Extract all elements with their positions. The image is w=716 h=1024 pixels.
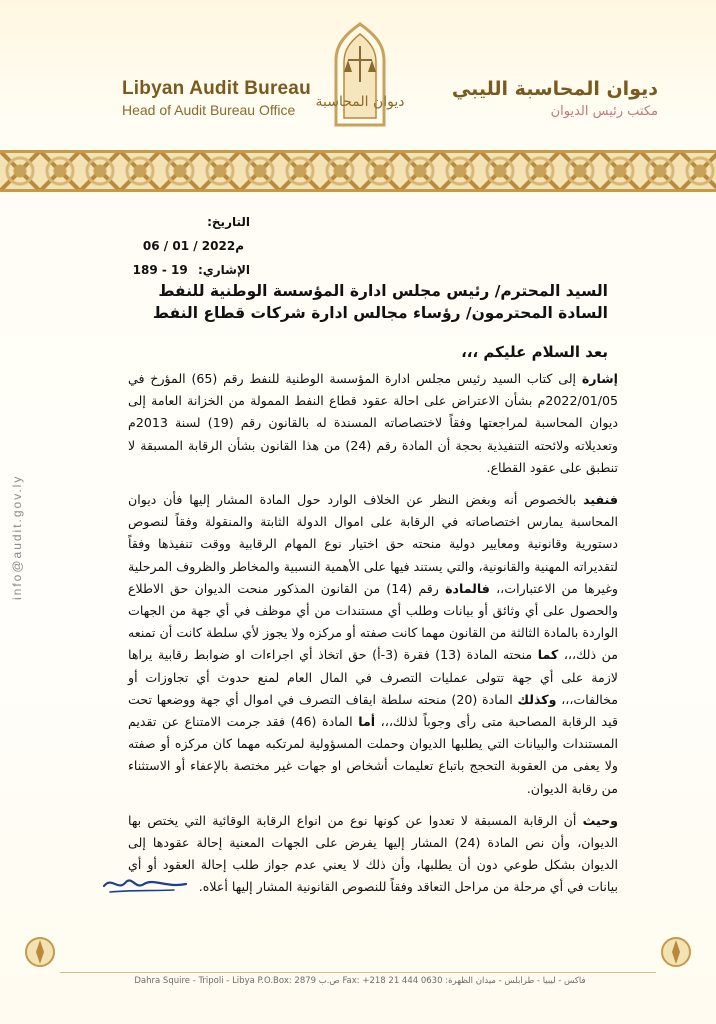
paragraph-2-bold-4: أما [358,714,376,730]
arabic-header [448,78,658,119]
paragraph-1 [128,368,618,479]
paragraph-2-text-4: المادة (20) منحته سلطة ايقاف التصرف في اموال أي جهة ووضعها تحت قيد الرقابة المصاحبة متى رأى وجوباً لذلك،،، [128,691,618,730]
paragraph-1-lead: إشارة [581,371,618,386]
footer-address: Dahra Squire - Tripoli - Libya P.O.Box: 2879 ص.ب Fax: +218 21 444 0630 :فاكس - ليبيا - طرابلس - ميدان الظهرة [134,976,586,986]
letter-meta [100,210,250,282]
paragraph-2-bold-2: كما [537,647,559,663]
recipients [88,280,608,324]
greeting: بعد السلام عليكم ،،، [461,343,608,361]
footer-ornament-left [20,932,60,972]
paragraph-3-text: أن الرقابة المسبقة لا تعدوا عن كونها نوع من انواع الرقابة الوقائية التي يختص بها الديوان، وأن نص المادة (24) المشار إليها يفرض على الجهات المعنية إحالة عقودها إلى الديوان بشكل طوعي دون أن يطلبها، وأن ذلك لا يعني عدم جواز طلب إحالة العقود أو أي بيانات في أي مرحلة من مراحل التعاقد وفقاً للنصوص القانونية المشار إليها أعلاه. [128,812,618,895]
logo-lettering: ديوان المحاسبة [316,94,404,110]
paragraph-2-text-2: رقم (14) من القانون المذكور منحت الديوان حق الاطلاع والحصول على أي وثائق أو بيانات وطلب أي مستندات من أي موظف في أي جهة من الجهات الواردة بالمادة الثالثة من القانون مهما كانت صفته أو مركزه ولا يجوز لأي سلطة كانت أن تمنعه من ذلك،،، [128,580,619,663]
paragraph-3 [128,810,618,899]
paragraph-3-lead: وحيث [582,812,618,828]
side-email: info@audit.gov.ly [10,474,24,600]
paragraph-2-lead: فنفيد [583,492,618,508]
paragraph-2-bold-3: وكذلك [517,691,557,707]
ornamental-band [0,150,716,192]
english-header [122,78,322,118]
paragraph-1-text: إلى كتاب السيد رئيس مجلس ادارة المؤسسة الوطنية للنفط رقم (65) المؤرخ في 2022/01/05م بشأن الاعتراض على احالة عقود قطاع النفط الممولة من الخزانة العامة إلى ديوان المحاسبة لمراجعتها وفقاً لاختصاصاته المسندة له بالقانون رقم (19) لسنة 2013م وتعديلاته ولائحته التنفيذية بحجة أن المادة رقم (24) من هذا القانون بشأن الرقابة المسبقة لا تنطبق على عقود القطاع. [128,371,618,475]
letterhead [0,0,716,150]
footer-rule [60,972,656,973]
letter-body [128,368,618,909]
english-title: Libyan Audit Bureau [122,78,311,99]
date-line [100,210,250,258]
recipient-line-2: السادة المحترمون/ رؤساء مجالس ادارة شركات قطاع النفط [152,304,608,322]
footer-ornament-right [656,932,696,972]
paragraph-2-bold-1: فالمادة [445,580,490,596]
date-value: 06 / 01 / 2022م [142,239,244,253]
footer [0,930,716,994]
paragraph-2-text-3: منحته المادة (13) فقرة (3-أ) حق اتخاذ أي اجراءات او ضوابط رقابية يراها لازمة على أي جهة تتولى عمليات التصرف في المال العام لمنع حدوث أي تجاوزات أو مخالفات،،، [128,647,618,707]
arabic-subtitle: مكتب رئيس الديوان [550,104,658,119]
reference-label: الإشاري: [197,263,250,277]
date-label: التاريخ: [207,215,250,229]
paragraph-2 [128,489,618,800]
reference-value: 189 - 19 [132,263,188,277]
paragraph-2-text-1: بالخصوص أنه وبغض النظر عن الخلاف الوارد حول المادة المشار إليها فأن ديوان المحاسبة يمارس اختصاصاته في الرقابة على اموال الدولة الثابتة والمنقولة وفقاً لنصوص دستورية وقانونية ومعايير دولية منحته حق اختيار نوع المهام الرقابية ووقت تنفيذها وفقاً لتقديراته المهنية والقانونية، والتي يستند فيها على الأهمية النسبية والمخاطر والظروف المرحلية وغيرها من الاعتبارات،، [128,492,618,596]
paragraph-2-text-5: المادة (46) فقد جرمت الامتناع عن تقديم المستندات والبيانات التي يطلبها الديوان وحملت المسؤولية لمرتكبه مهما كان مركزه أو صفته ولا يعفى من العقوبة التحجج باتباع تعليمات أشخاص او جهات غير مختصة بالإعفاء أو الاستثناء من رقابة الديوان. [128,714,618,796]
arabic-title: ديوان المحاسبة الليبي [451,78,658,100]
reference-line [100,258,250,282]
audit-bureau-logo [316,20,404,130]
recipient-line-1: السيد المحترم/ رئيس مجلس ادارة المؤسسة الوطنية للنفط [158,282,608,300]
signature [100,868,190,898]
english-subtitle: Head of Audit Bureau Office [122,102,296,118]
